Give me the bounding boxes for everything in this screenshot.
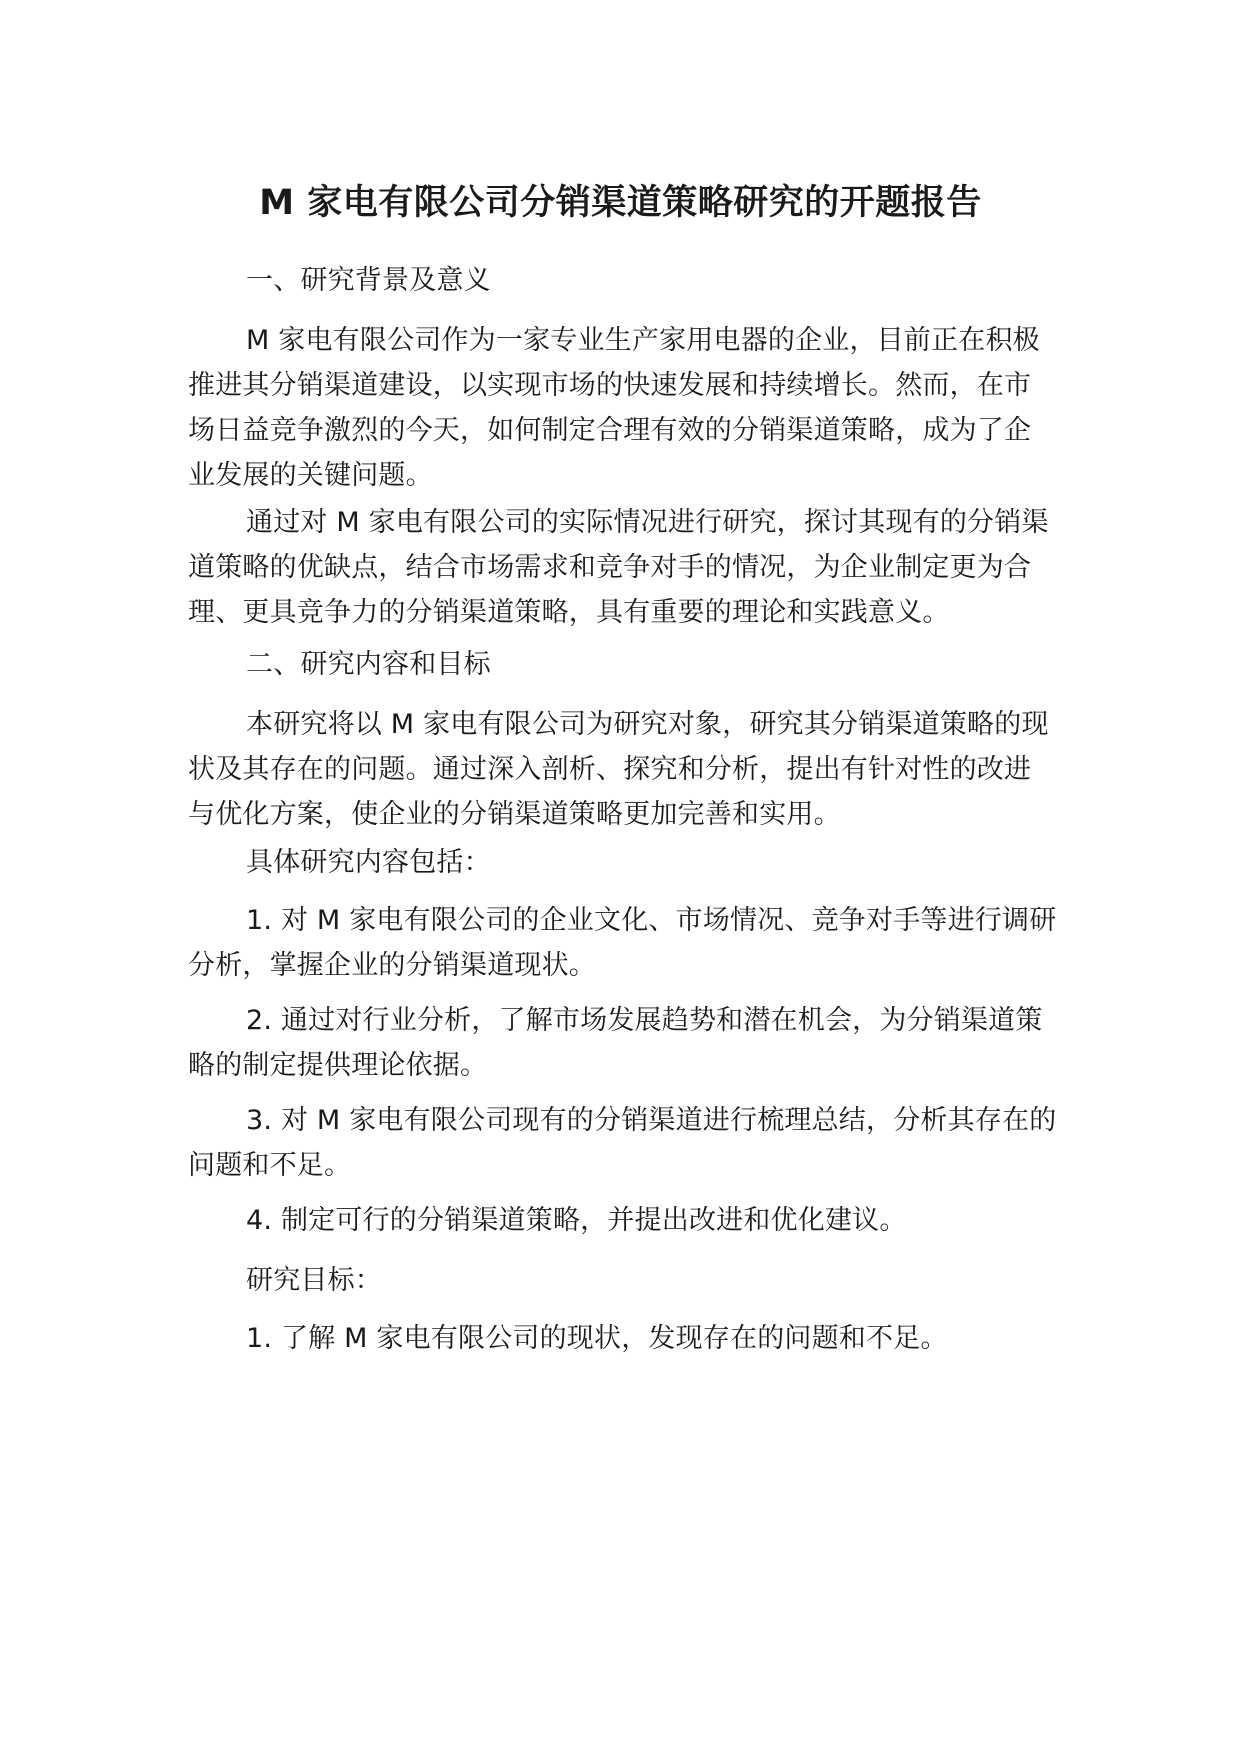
list-item-content-1: 1. 对 M 家电有限公司的企业文化、市场情况、竞争对手等进行调研分析，掌握企业的分销渠道现状。 (188, 905, 1057, 981)
section-heading-background: 一、研究背景及意义 (246, 265, 491, 296)
paragraph-background-2: 通过对 M 家电有限公司的实际情况进行研究，探讨其现有的分销渠道策略的优缺点，结合市场需求和竞争对手的情况，为企业制定更为合理、更具竞争力的分销渠道策略，具有重要的理论和实践意义。 (188, 507, 1049, 628)
document-title: M 家电有限公司分销渠道策略研究的开题报告 (259, 183, 982, 223)
goals-heading: 研究目标： (246, 1265, 382, 1296)
list-item-content-3: 3. 对 M 家电有限公司现有的分销渠道进行梳理总结，分析其存在的问题和不足。 (188, 1105, 1057, 1181)
list-item-goal-1: 1. 了解 M 家电有限公司的现状，发现存在的问题和不足。 (246, 1323, 948, 1354)
section-heading-content: 二、研究内容和目标 (246, 649, 491, 680)
paragraph-content-1: 本研究将以 M 家电有限公司为研究对象，研究其分销渠道策略的现状及其存在的问题。通过深入剖析、探究和分析，提出有针对性的改进与优化方案，使企业的分销渠道策略更加完善和实用。 (188, 709, 1049, 830)
paragraph-background-1: M 家电有限公司作为一家专业生产家用电器的企业，目前正在积极推进其分销渠道建设，以实现市场的快速发展和持续增长。然而，在市场日益竞争激烈的今天，如何制定合理有效的分销渠道策略，成为了企业发展的关键问题。 (188, 325, 1040, 491)
list-item-content-4: 4. 制定可行的分销渠道策略，并提出改进和优化建议。 (246, 1205, 907, 1236)
paragraph-content-intro: 具体研究内容包括： (246, 847, 491, 878)
list-item-content-2: 2. 通过对行业分析，了解市场发展趋势和潜在机会，为分销渠道策略的制定提供理论依据。 (188, 1005, 1043, 1081)
